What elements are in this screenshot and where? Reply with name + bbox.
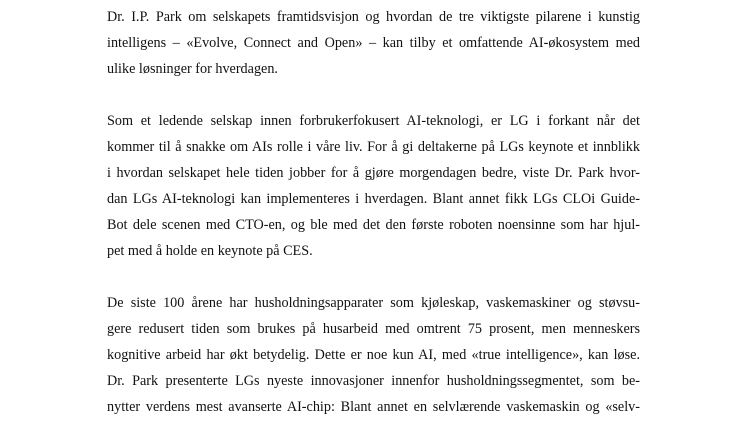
text-line: kommer til å snakke om AIs rolle i våre liv. For å gi deltakerne på LGs keynote et innblikk (107, 139, 640, 155)
text-line: pet med å holde en keynote på CES. (107, 243, 313, 259)
text-line: dan LGs AI-teknologi kan implementeres i hverdagen. Blant annet fikk LGs CLOi Guide- (107, 191, 640, 207)
text-line: gere redusert tiden som brukes på husarbeid med omtrent 75 prosent, men menneskers (107, 321, 640, 337)
text-line: intelligens – «Evolve, Connect and Open» – kan tilby et omfattende AI-økosystem med (107, 35, 640, 51)
text-line: Bot dele scenen med CTO-en, og ble med det den første roboten noensinne som har hjul- (107, 217, 640, 233)
text-line: kognitive arbeid har økt betydelig. Dette er noe kun AI, med «true intelligence», kan løse. (107, 347, 640, 363)
text-line: Som et ledende selskap innen forbrukerfokusert AI-teknologi, er LG i forkant når det (107, 113, 640, 129)
paragraph-framtidsvisjon (107, 4, 640, 82)
paragraph-husholdning (107, 290, 640, 420)
text-line: i hvordan selskapet hele tiden jobber for å gjøre morgendagen bedre, viste Dr. Park hvor- (107, 165, 640, 181)
text-line: De siste 100 årene har husholdningsapparater som kjøleskap, vaskemaskiner og støvsu- (107, 295, 640, 311)
paragraph-ai-rolle (107, 108, 640, 264)
text-line: Dr. Park presenterte LGs nyeste innovasjoner innenfor husholdningssegmentet, som be- (107, 373, 640, 389)
text-line: nytter verdens mest avanserte AI-chip: Blant annet en selvlærende vaskemaskin og «selv- (107, 399, 640, 415)
document-body (107, 4, 640, 446)
text-line: Dr. I.P. Park om selskapets framtidsvisjon og hvordan de tre viktigste pilarene i kunstig (107, 9, 640, 25)
text-line: ulike løsninger for hverdagen. (107, 61, 278, 77)
